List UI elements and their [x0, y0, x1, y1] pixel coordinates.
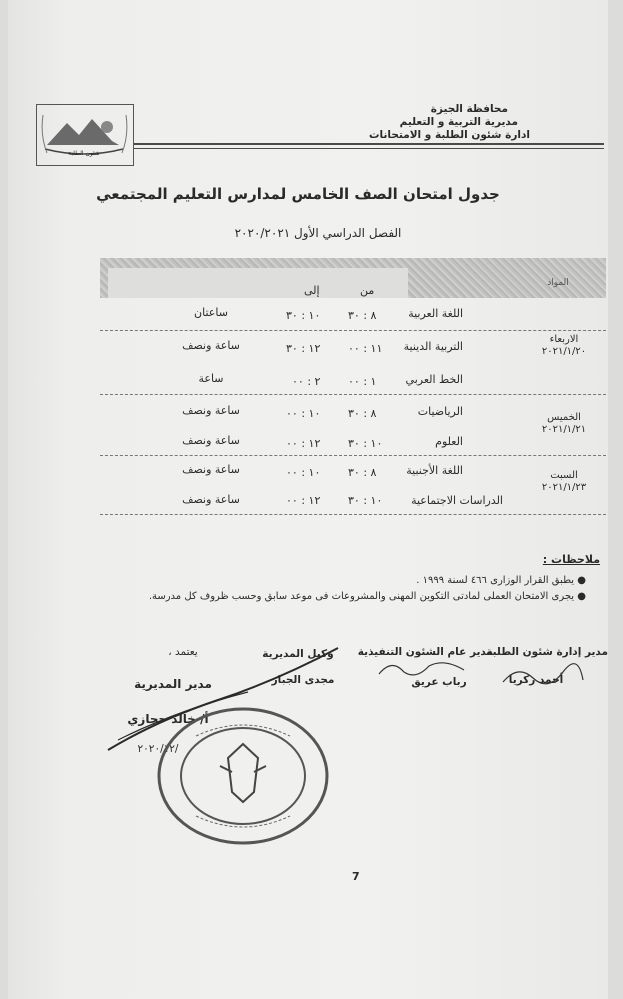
- row-6-to: ١٠ : ٠٠: [286, 466, 321, 479]
- row-2-to: ١٢ : ٣٠: [286, 342, 321, 355]
- row-4-from: ٨ : ٣٠: [348, 407, 377, 420]
- sig-3-name: مجدى الجبار: [271, 674, 335, 686]
- signature-scribble-2: [374, 656, 469, 682]
- sig-3-title: وكيل المديرية: [262, 648, 334, 660]
- document-page: [8, 0, 608, 999]
- governorate-label: محافظة الجيزة: [430, 103, 508, 115]
- row-3-from: ١ : ٠٠: [348, 375, 377, 388]
- header-band-label: المواد: [547, 278, 569, 288]
- row-7-from: ١٠ : ٣٠: [348, 494, 383, 507]
- note-2-text: يجرى الامتحان العملى لمادتى التكوين المهنى والمشروعات فى موعد سابق وحسب ظروف كل مدرسة.: [148, 591, 575, 602]
- day-1-date: ٢٠٢١/١/٢٠: [541, 346, 587, 357]
- row-5-subject: العلوم: [435, 435, 463, 448]
- note-1-text: يطبق القرار الوزارى ٤٦٦ لسنة ١٩٩٩ .: [416, 575, 575, 586]
- row-6-subject: اللغة الأجنبية: [406, 464, 463, 477]
- day-1-name: الاربعاء: [549, 334, 579, 345]
- official-stamp-icon: [156, 706, 330, 846]
- sig-1-title: مدير إدارة شئون الطلبة: [486, 646, 608, 658]
- day-3: [524, 470, 604, 494]
- page-title: جدول امتحان الصف الخامس لمدارس التعليم المجتمعي: [96, 185, 500, 203]
- bullet-icon: ●: [574, 591, 586, 602]
- row-4-duration: ساعة ونصف: [182, 404, 240, 417]
- day-3-date: ٢٠٢١/١/٢٣: [541, 482, 587, 493]
- sig-4-role: مدير المديرية: [134, 677, 212, 691]
- row-separator: [100, 330, 606, 331]
- day-2-date: ٢٠٢١/١/٢١: [541, 424, 587, 435]
- sig-1-name: أحمد زكريا: [508, 674, 564, 686]
- row-6-from: ٨ : ٣٠: [348, 466, 377, 479]
- row-3-to: ٢ : ٠٠: [292, 375, 321, 388]
- note-item: [416, 575, 586, 586]
- column-to: إلى: [304, 284, 320, 297]
- directorate-label: مديرية التربية و التعليم: [399, 116, 518, 128]
- sig-4-name: أ/ خالد حجازي: [127, 712, 209, 726]
- directorate-logo: [36, 104, 134, 166]
- sig-2-name: رباب عريق: [411, 676, 467, 688]
- row-7-duration: ساعة ونصف: [182, 493, 240, 506]
- department-label: ادارة شئون الطلبة و الامتحانات: [369, 129, 530, 141]
- day-2: [524, 412, 604, 436]
- bullet-icon: ●: [574, 575, 586, 586]
- note-item: [149, 591, 586, 602]
- row-3-subject: الخط العربي: [405, 373, 463, 386]
- row-5-duration: ساعة ونصف: [182, 434, 240, 447]
- row-1-duration: ساعتان: [194, 306, 228, 319]
- logo-caption: شئون الطلبة: [68, 150, 100, 157]
- row-separator: [100, 394, 606, 395]
- row-1-subject: اللغة العربية: [408, 307, 463, 320]
- row-3-duration: ساعة: [198, 372, 224, 385]
- header-rule-thin: [134, 148, 604, 149]
- row-7-subject: الدراسات الاجتماعية: [411, 494, 503, 507]
- row-1-from: ٨ : ٣٠: [348, 309, 377, 322]
- row-7-to: ١٢ : ٠٠: [286, 494, 321, 507]
- page-subtitle: الفصل الدراسي الأول ٢٠٢٠/٢٠٢١: [234, 226, 402, 240]
- row-2-from: ١١ : ٠٠: [348, 342, 383, 355]
- row-4-subject: الرياضيات: [417, 405, 463, 418]
- header-rule: [134, 143, 604, 145]
- column-from: من: [360, 284, 375, 297]
- row-separator: [100, 455, 606, 456]
- row-2-duration: ساعة ونصف: [182, 339, 240, 352]
- day-2-name: الخميس: [547, 412, 581, 423]
- notes-heading: ملاحظات :: [542, 553, 600, 566]
- sig-4-date: ٢٠٢٠/١٢/: [137, 743, 179, 755]
- page-number: 7: [352, 870, 360, 883]
- row-2-subject: التربية الدينية: [403, 340, 463, 353]
- signature-scribble-1: [498, 660, 588, 690]
- sig-4-title: يعتمد ،: [168, 646, 198, 658]
- row-4-to: ١٠ : ٠٠: [286, 407, 321, 420]
- row-5-to: ١٢ : ٠٠: [286, 437, 321, 450]
- row-6-duration: ساعة ونصف: [182, 463, 240, 476]
- day-3-name: السبت: [550, 470, 578, 481]
- row-separator: [100, 514, 606, 515]
- sig-2-title: مدير عام الشئون التنفيذية: [357, 646, 493, 658]
- row-1-to: ١٠ : ٣٠: [286, 309, 321, 322]
- row-5-from: ١٠ : ٣٠: [348, 437, 383, 450]
- day-1: [524, 334, 604, 358]
